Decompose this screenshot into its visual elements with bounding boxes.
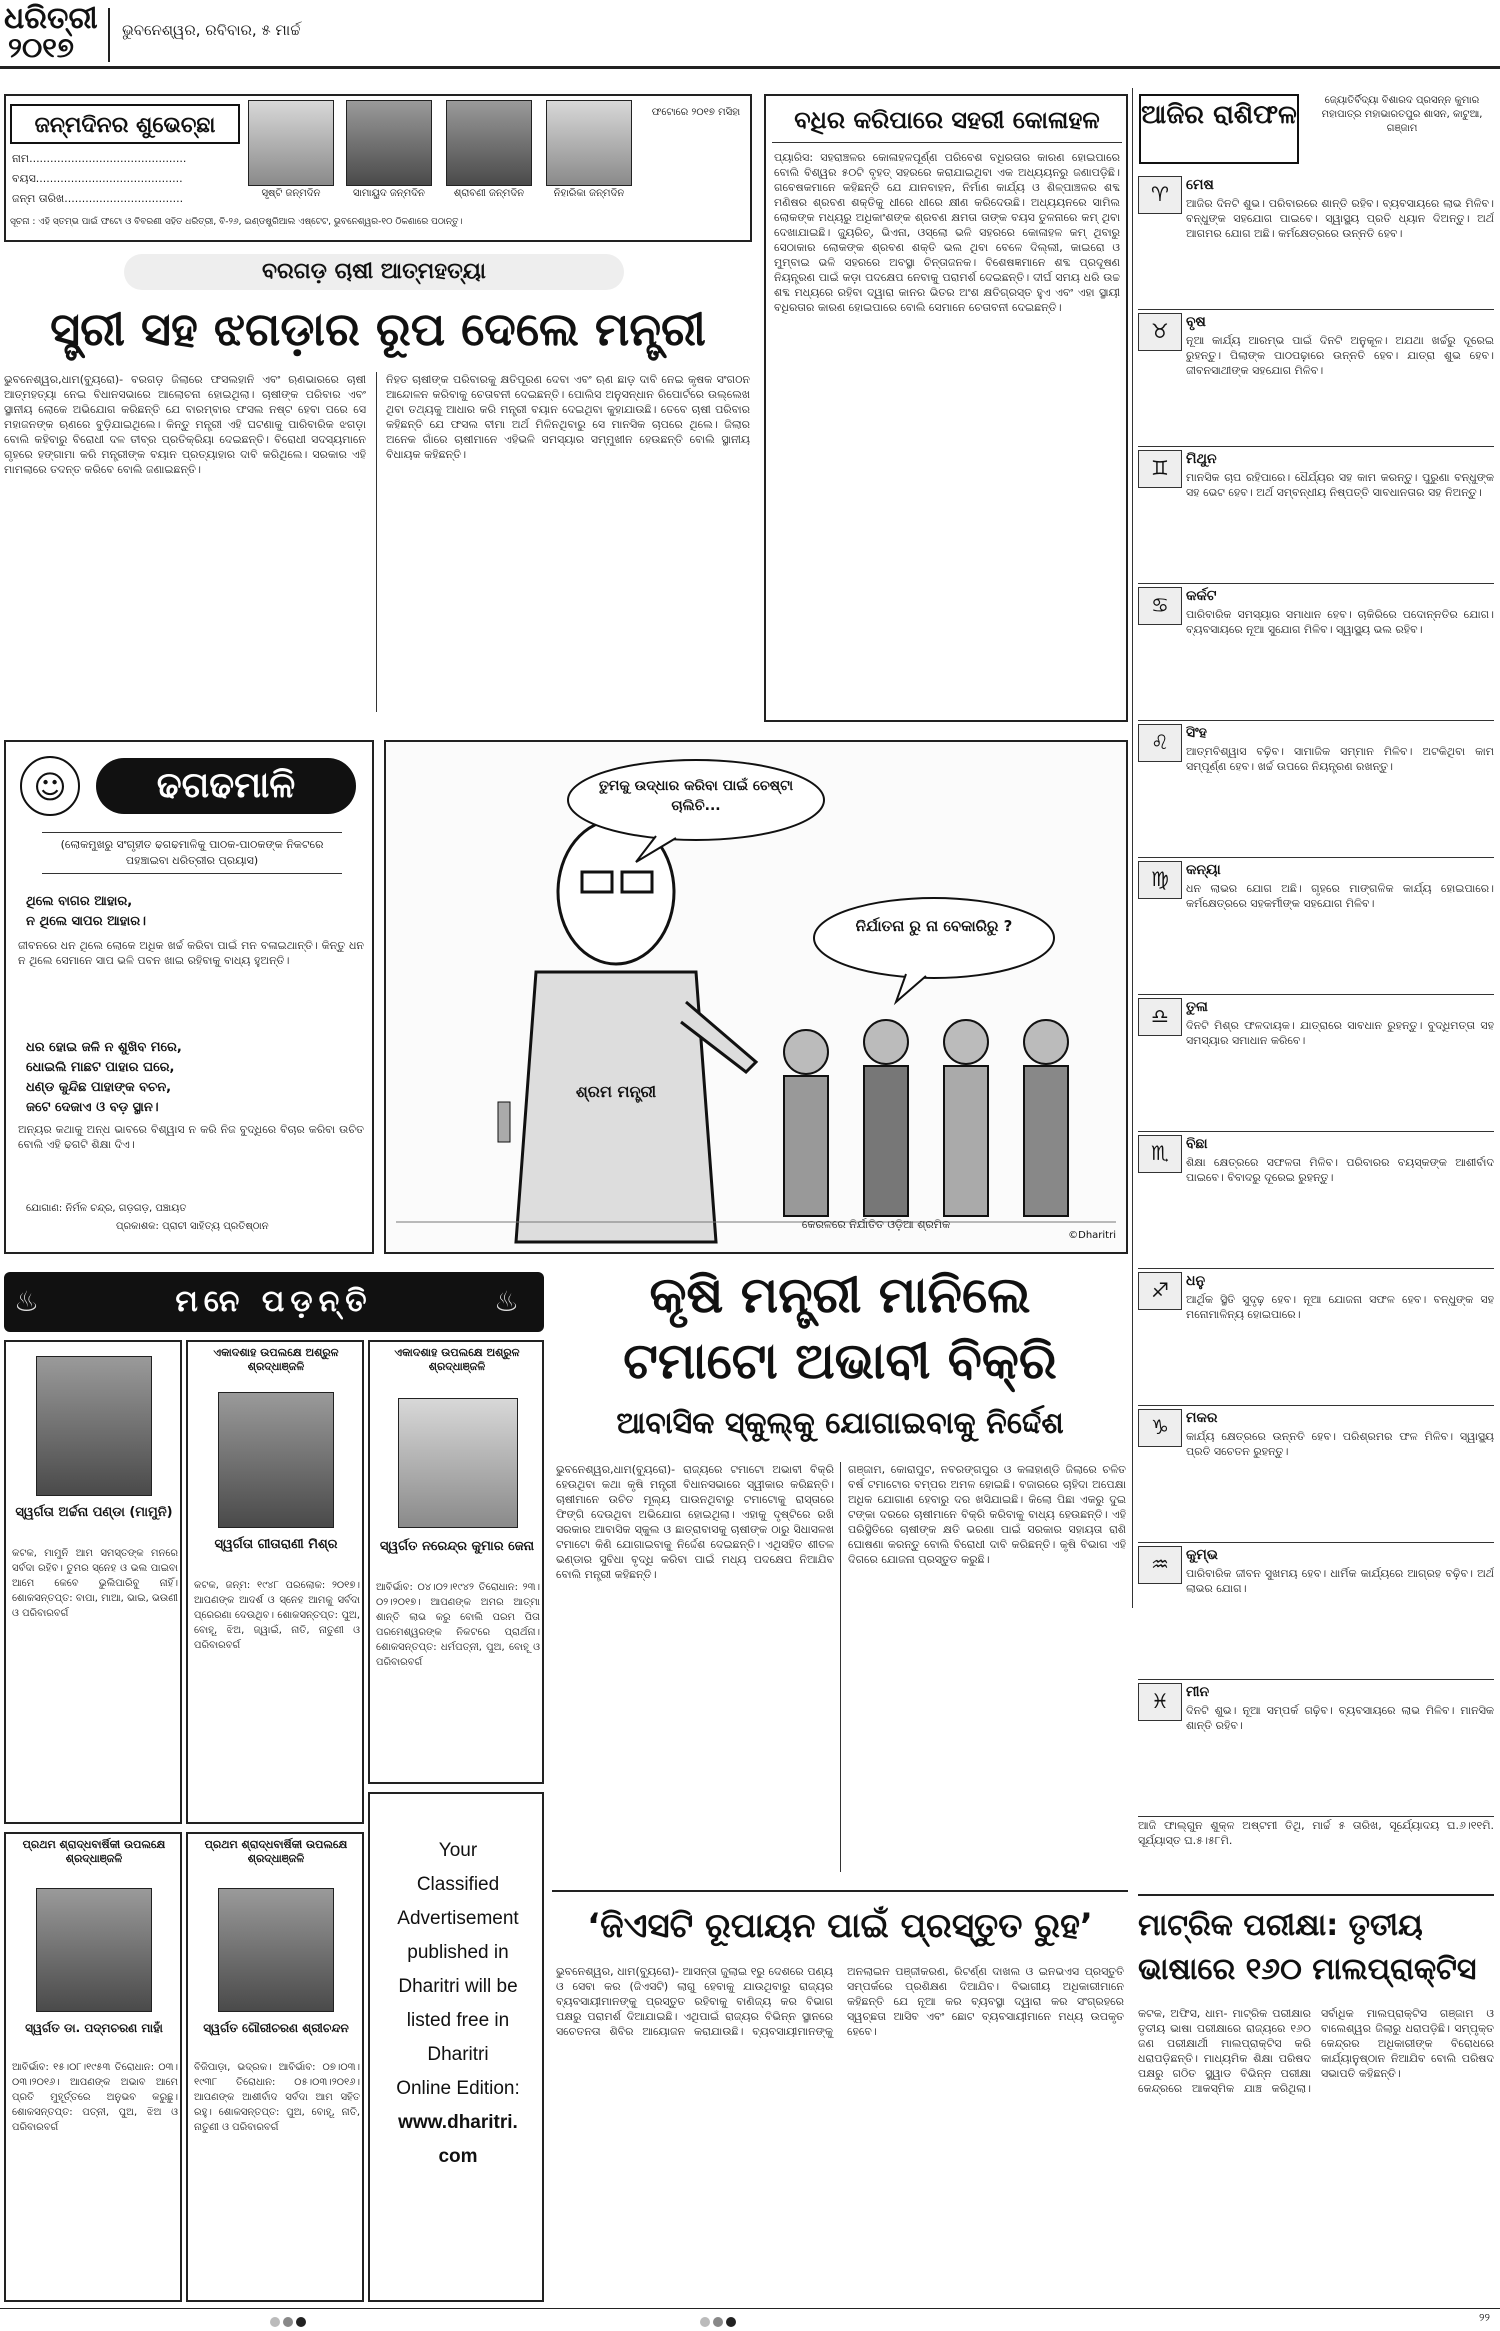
rashi-text: ନୂଆ କାର୍ଯ୍ୟ ଆରମ୍ଭ ପାଇଁ ଦିନଟି ଅନୁକୂଳ। ଅଯଥା ଖର୍ଚ୍ଚରୁ ଦୂରେଇ ରୁହନ୍ତୁ। ପିଲାଙ୍କ ପାଠପଢ଼ାରେ ଉନ୍ନତି ହେବ। ଯାତ୍ରା ଶୁଭ ହେବ। ଜୀବନସାଥୀଙ୍କ ସହଯୋଗ ମିଳିବ। [1186, 334, 1494, 377]
birthday-caption-4: ନିହାରିକା ଜନ୍ମଦିନ [553, 188, 625, 199]
rashi-text: କାର୍ଯ୍ୟ କ୍ଷେତ୍ରରେ ଉନ୍ନତି ହେବ। ପରିଶ୍ରମର ଫଳ ମିଳିବ। ସ୍ୱାସ୍ଥ୍ୟ ପ୍ରତି ସଚେତନ ରୁହନ୍ତୁ। [1186, 1430, 1494, 1458]
cartoon-caption: କେରଳରେ ନିର୍ଯାତିତ ଓଡ଼ିଆ ଶ୍ରମିକ [801, 1218, 951, 1231]
hearing-rule [772, 142, 1122, 143]
obituary-name-4: ସ୍ୱର୍ଗତ ଡା. ପଦ୍ମଚରଣ ମାହାଁ [25, 2021, 163, 2035]
footer-registration-marks [270, 2312, 330, 2324]
masthead-logo: ଧରିତ୍ରୀ [4, 1, 98, 36]
rashi-icon: ♒ [1138, 1546, 1182, 1584]
farmer-story [4, 252, 752, 722]
rashi-text: ପାରିବାରିକ ସମସ୍ୟାର ସମାଧାନ ହେବ। ଚାକିରିରେ ପଦୋନ୍ନତିର ଯୋଗ। ବ୍ୟବସାୟରେ ନୂଆ ସୁଯୋଗ ମିଳିବ। ସ୍ୱାସ୍ଥ୍ୟ ଭଲ ରହିବ। [1186, 608, 1494, 636]
tomato-col-2: ଗଞ୍ଜାମ, କୋରାପୁଟ, ନବରଙ୍ଗପୁର ଓ କଳାହାଣ୍ଡି ଜିଲାରେ ଚଳିତ ବର୍ଷ ଟମାଟୋର ବମ୍ପର ଅମଳ ହୋଇଛି। ବଜାରରେ ଚାହିଦା ଅପେକ୍ଷା ଅଧିକ ଯୋଗାଣ ହେବାରୁ ଦର ଖସିଯାଇଛି। କିଲୋ ପିଛା ଏକରୁ ଦୁଇ ଟଙ୍କା ଦରରେ ଚାଷୀମାନେ ବିକ୍ରି କରିବାକୁ ବାଧ୍ୟ ହେଉଛନ୍ତି। ଏହି ପରିସ୍ଥିତିରେ ଚାଷୀଙ୍କ କ୍ଷତି ଭରଣା ପାଇଁ ସରକାର ସହାୟତା ରାଶି ଘୋଷଣା କରନ୍ତୁ ବୋଲି ବିରୋଧୀ ଦାବି କରିଛନ୍ତି। କୃଷି ବିଭାଗ ଏହି ଦିଗରେ ଯୋଜନା ପ୍ରସ୍ତୁତ କରୁଛି। [848, 1463, 1126, 1566]
obituary-text-5: ବିଜିପାଡ଼ା, ଭଦ୍ରକ। ଆବିର୍ଭାବ: ୦୭।୦୩।୧୯୩୮ ତିରୋଧାନ: ୦୫।୦୩।୨୦୧୬। ଆପଣଙ୍କ ଆଶୀର୍ବାଦ ସର୍ବଦା ଆମ ସହିତ ରହୁ। ଶୋକସନ୍ତପ୍ତ: ପୁଅ, ବୋହୂ, ନାତି, ନାତୁଣୀ ଓ ପରିବାରବର୍ଗ [194, 2062, 360, 2133]
cartoon-minister-label: ଶ୍ରମ ମନ୍ତ୍ରୀ [575, 1082, 657, 1101]
rashi-text: ଧନ ଲାଭର ଯୋଗ ଅଛି। ଗୃହରେ ମାଙ୍ଗଳିକ କାର୍ଯ୍ୟ ହୋଇପାରେ। କର୍ମକ୍ଷେତ୍ରରେ ସହକର୍ମୀଙ୍କ ସହଯୋଗ ମିଳିବ। [1186, 882, 1494, 910]
obituary-text-2: କଟକ, ଜନ୍ମ: ୧୯୪୮ ପରଲୋକ: ୨୦୧୭। ଆପଣଙ୍କ ଆଦର୍ଶ ଓ ସ୍ନେହ ଆମକୁ ସର୍ବଦା ପ୍ରେରଣା ଦେଉଥିବ। ଶୋକସନ୍ତପ୍ତ: ପୁଅ, ବୋହୂ, ଝିଅ, ଜ୍ୱାଇଁ, ନାତି, ନାତୁଣୀ ଓ ପରିବାରବର୍ଗ [194, 1580, 360, 1651]
thagamali-verse-2: ଧର ହୋଇ ଜଳି ନ ଶୁଖିବ ମରେ, ଧୋଇଲି ମାଛଟ ପାହାର ଘରେ, ଧଣ୍ଡ କୁନ୍ଦିଛ ପାହାଙ୍କ ବଚନ, ଜଟେ ଦେଜାଏ ଓ ବଡ଼ ସ୍ଥାନ। [26, 1040, 182, 1115]
farmer-col-1: ଭୁବନେଶ୍ୱର,ଧାମ(ବ୍ୟୁରୋ)- ବରଗଡ଼ ଜିଲାରେ ଫସଲହାନି ଏବଂ ଋଣଭାରରେ ଚାଷୀ ଆତ୍ମହତ୍ୟା ନେଇ ବିଧାନସଭାରେ ଆଲୋଚନା ହୋଇଥିଲା। ଚାଷୀଙ୍କ ପରିବାର ଏବଂ ସ୍ଥାନୀୟ ଲୋକେ ଅଭିଯୋଗ କରିଛନ୍ତି ଯେ ବାରମ୍ବାର ଫସଲ ନଷ୍ଟ ହେବା ପରେ ସେ ମହାଜନଙ୍କ ଋଣରେ ବୁଡ଼ିଯାଇଥିଲେ। କିନ୍ତୁ ମନ୍ତ୍ରୀ ଏହି ଘଟଣାକୁ ପାରିବାରିକ ଝଗଡ଼ା ବୋଲି କହିବାରୁ ବିରୋଧୀ ଦଳ ତୀବ୍ର ପ୍ରତିକ୍ରିୟା ଦେଇଛନ୍ତି। ବିରୋଧୀ ସଦସ୍ୟମାନେ ଗୃହରେ ହଙ୍ଗାମା କରି ମନ୍ତ୍ରୀଙ୍କ ବୟାନ ପ୍ରତ୍ୟାହାର ଦାବି କରିଥିଲେ। ସରକାର ଏହି ମାମଲାରେ ତଦନ୍ତ କରିବେ ବୋଲି ଜଣାଇଛନ୍ତି। [4, 373, 366, 476]
obituary-name-3: ସ୍ୱର୍ଗତ ନରେନ୍ଦ୍ର କୁମାର ଜେନା [379, 1539, 535, 1554]
rashi-divider [1138, 1542, 1494, 1543]
gst-story [552, 1890, 1128, 2302]
tomato-headline-2: ଟମାଟୋ ଅଭାବୀ ବିକ୍ରି [623, 1332, 1057, 1390]
obituary-header [4, 1272, 544, 1332]
cartoon-credit: ©Dharitri [1068, 1230, 1116, 1241]
rashi-divider [1138, 446, 1494, 447]
page-number: ୨୨ [1479, 2311, 1490, 2324]
rashi-text: ଆଜିର ଦିନଟି ଶୁଭ। ପରିବାରରେ ଶାନ୍ତି ରହିବ। ବ୍ୟବସାୟରେ ଲାଭ ମିଳିବ। ବନ୍ଧୁଙ୍କ ସହଯୋଗ ପାଇବେ। ସ୍ୱାସ୍ଥ୍ୟ ପ୍ରତି ଧ୍ୟାନ ଦିଅନ୍ତୁ। ଅର୍ଥ ଆଗମର ଯୋଗ ଅଛି। କର୍ମକ୍ଷେତ୍ରରେ ଉନ୍ନତି ହେବ। [1186, 197, 1494, 240]
rashi-text: ମାନସିକ ଚାପ ରହିପାରେ। ଧୈର୍ଯ୍ୟର ସହ କାମ କରନ୍ତୁ। ପୁରୁଣା ବନ୍ଧୁଙ୍କ ସହ ଭେଟ ହେବ। ଅର୍ଥ ସମ୍ବନ୍ଧୀୟ ନିଷ୍ପତ୍ତି ସାବଧାନତାର ସହ ନିଅନ୍ତୁ। [1186, 471, 1494, 499]
farmer-col-divider [376, 372, 377, 712]
rashi-icon: ♎ [1138, 998, 1182, 1036]
thagamali-box [4, 740, 374, 1254]
classified-ad-line: Online Edition: [396, 2078, 520, 2099]
obituary-text-3: ଆବିର୍ଭାବ: ୦୪।୦୨।୧୯୪୨ ତିରୋଧାନ: ୨୩।୦୨।୨୦୧୭। ଆପଣଙ୍କ ଅମର ଆତ୍ମା ଶାନ୍ତି ଲାଭ କରୁ ବୋଲି ପରମ ପିତା ପରମେଶ୍ୱରଙ୍କ ନିକଟରେ ପ୍ରାର୍ଥନା। ଶୋକସନ୍ତପ୍ତ: ଧର୍ମପତ୍ନୀ, ପୁଅ, ବୋହୂ ଓ ପରିବାରବର୍ଗ [376, 1582, 540, 1668]
obituary-name-1: ସ୍ୱର୍ଗତା ଅର୍ଚ୍ଚନା ପଣ୍ଡା (ମାମୁନି) [15, 1505, 173, 1520]
obituary-photo-5 [218, 1888, 334, 2012]
birthday-field-name: ନାମ............................................. [12, 152, 187, 165]
rashi-icon: ♏ [1138, 1135, 1182, 1173]
thagamali-title: ଢଗଢମାଳି [96, 758, 356, 814]
rashi-divider [1138, 1405, 1494, 1406]
farmer-kicker: ବରଗଡ଼ ଚାଷୀ ଆତ୍ମହତ୍ୟା [124, 254, 624, 290]
obituary-kicker-4: ପ୍ରଥମ ଶ୍ରାଦ୍ଧବାର୍ଷିକୀ ଉପଲକ୍ଷେ ଶ୍ରଦ୍ଧାଞ୍ଜଳି [22, 1838, 166, 1865]
rashi-icon: ♋ [1138, 587, 1182, 625]
obituary-photo-1 [36, 1356, 152, 1496]
birthday-caption-1: ସୃଷ୍ଟି ଜନ୍ମଦିନ [261, 188, 321, 199]
birthday-field-dob: ଜନ୍ମ ତାରିଖ.................................. [12, 192, 184, 205]
thagamali-explain-2: ଅନ୍ୟର କଥାକୁ ଅନ୍ଧ ଭାବରେ ବିଶ୍ୱାସ ନ କରି ନିଜ ବୁଦ୍ଧିରେ ବିଚାର କରିବା ଉଚିତ ବୋଲି ଏହି ଢଗଟି ଶିକ୍ଷା ଦିଏ। [18, 1123, 364, 1151]
obituary-kicker-2: ଏକାଦଶାହ ଉପଲକ୍ଷେ ଅଶ୍ରୁଳ ଶ୍ରଦ୍ଧାଞ୍ଜଳି [213, 1346, 339, 1373]
birthday-box [4, 94, 752, 242]
hearing-story [764, 94, 1128, 722]
thagamali-face-icon: ☺ [20, 756, 80, 816]
masthead-dateline: ଭୁବନେଶ୍ୱର, ରବିବାର, ୫ ମାର୍ଚ୍ଚ [122, 21, 301, 39]
rashi-divider [1138, 720, 1494, 721]
rashi-icon: ♌ [1138, 724, 1182, 762]
rashi-icon: ♊ [1138, 450, 1182, 488]
tomato-headline-1: କୃଷି ମନ୍ତ୍ରୀ ମାନିଲେ [649, 1266, 1031, 1324]
tomato-subhead: ଆବାସିକ ସ୍କୁଲ୍‌କୁ ଯୋଗାଇବାକୁ ନିର୍ଦ୍ଦେଶ [616, 1406, 1064, 1441]
rashi-divider [1138, 309, 1494, 310]
candle-right-icon: ♨ [494, 1285, 520, 1318]
tomato-story [552, 1262, 1128, 1882]
rashi-icon: ♉ [1138, 313, 1182, 351]
cartoon-box [384, 740, 1128, 1254]
footer-rule [0, 2308, 1500, 2309]
thagamali-explain-1: ଜୀବନରେ ଧନ ଥିଲେ ଲୋକେ ଅଧିକ ଖର୍ଚ୍ଚ କରିବା ପାଇଁ ମନ ବଳାଇଥାନ୍ତି। କିନ୍ତୁ ଧନ ନ ଥିଲେ ସେମାନେ ସାପ ଭଳି ପବନ ଖାଇ ରହିବାକୁ ବାଧ୍ୟ ହୁଅନ୍ତି। [18, 939, 364, 967]
masthead-rule [0, 66, 1500, 69]
birthday-photo-1 [248, 100, 334, 186]
rashi-divider [1138, 1268, 1494, 1269]
classified-ad-line: Dharitri [427, 2044, 489, 2065]
obituary-photo-4 [36, 1888, 152, 2012]
matric-body: କଟକ, ଅଫିସ, ଧାମ- ମାଟ୍ରିକ ପରୀକ୍ଷାର ତୃତୀୟ ଭାଷା ପରୀକ୍ଷାରେ ରାଜ୍ୟରେ ୧୬୦ ଜଣ ପରୀକ୍ଷାର୍ଥୀ ମାଲପ୍ରାକ୍ଟିସ କରି ଧରାପଡ଼ିଛନ୍ତି। ମାଧ୍ୟମିକ ଶିକ୍ଷା ପରିଷଦ ପକ୍ଷରୁ ଗଠିତ ସ୍କ୍ୱାଡ ବିଭିନ୍ନ ପରୀକ୍ଷା କେନ୍ଦ୍ରରେ ଆକସ୍ମିକ ଯାଞ୍ଚ କରିଥିଲା। ସର୍ବାଧିକ ମାଲପ୍ରାକ୍ଟିସ ଗଞ୍ଜାମ ଓ ବାଲେଶ୍ୱର ଜିଲାରୁ ଧରାପଡ଼ିଛି। ସମ୍ପୃକ୍ତ କେନ୍ଦ୍ରର ଅଧିକାରୀଙ୍କ ବିରୋଧରେ କାର୍ଯ୍ୟାନୁଷ୍ଠାନ ନିଆଯିବ ବୋଲି ପରିଷଦ ସଭାପତି କହିଛନ୍ତି। [1138, 2007, 1494, 2095]
birthday-caption-3: ଶ୍ରାବଣୀ ଜନ୍ମଦିନ [453, 188, 525, 199]
birthday-photo-4 [546, 100, 632, 186]
classified-ad-line: Advertisement [397, 1908, 519, 1929]
rashi-icon: ♈ [1138, 176, 1182, 214]
rashifal-astrologer: ଜ୍ୟୋତିର୍ବିଦ୍ୟା ବିଶାରଦ ପ୍ରସନ୍ନ କୁମାର ମହାପାତ୍ର ମହାଭାରତପୁର ଶାସନ, କାଟୁଆ, ଗଞ୍ଜାମ [1321, 95, 1483, 134]
rashi-icon: ♍ [1138, 861, 1182, 899]
obituary-photo-2 [218, 1392, 334, 1528]
rashi-sign: ବୃଷ [1186, 314, 1206, 330]
classified-ad-box [368, 1792, 544, 2302]
rashi-text: ଦିନଟି ଶୁଭ। ନୂଆ ସମ୍ପର୍କ ଗଢ଼ିବ। ବ୍ୟବସାୟରେ ଲାଭ ମିଳିବ। ମାନସିକ ଶାନ୍ତି ରହିବ। [1186, 1704, 1494, 1732]
birthday-photo-2 [346, 100, 432, 186]
rashi-divider [1138, 1679, 1494, 1680]
masthead-divider [108, 8, 110, 62]
rashi-divider [1138, 1816, 1494, 1817]
rashi-text: ଆତ୍ମବିଶ୍ୱାସ ବଢ଼ିବ। ସାମାଜିକ ସମ୍ମାନ ମିଳିବ। ଅଟକିଥିବା କାମ ସମ୍ପୂର୍ଣ୍ଣ ହେବ। ଖର୍ଚ୍ଚ ଉପରେ ନିୟନ୍ତ୍ରଣ ରଖନ୍ତୁ। [1186, 745, 1494, 773]
thagamali-credit-2: ପ୍ରକାଶକ: ପ୍ରାଚୀ ସାହିତ୍ୟ ପ୍ରତିଷ୍ଠାନ [116, 1221, 269, 1232]
rashi-text: ଆର୍ଥିକ ସ୍ଥିତି ସୁଦୃଢ଼ ହେବ। ନୂଆ ଯୋଜନା ସଫଳ ହେବ। ବନ୍ଧୁଙ୍କ ସହ ମନୋମାଳିନ୍ୟ ହୋଇପାରେ। [1186, 1293, 1494, 1321]
masthead-year: ୨୦୧୭ [8, 31, 74, 64]
birthday-field-age: ବୟସ.......................................... [12, 172, 183, 185]
rashi-divider [1138, 857, 1494, 858]
thagamali-subtitle: (ଲୋକମୁଖରୁ ସଂଗୃହୀତ ଢଗଢମାଳିକୁ ପାଠକ-ପାଠକଙ୍କ ନିକଟରେ ପହଞ୍ଚାଇବା ଧରିତ୍ରୀର ପ୍ରୟାସ) [42, 832, 342, 874]
thagamali-verse-1: ଥିଲେ ବାଗର ଆହାର, ନ ଥିଲେ ସାପର ଆହାର। [26, 894, 146, 929]
rashi-icon: ♓ [1138, 1683, 1182, 1721]
matric-headline: ମାଟ୍ରିକ ପରୀକ୍ଷା: ତୃତୀୟ ଭାଷାରେ ୧୬୦ ମାଲପ୍ରାକ୍ଟିସ [1138, 1908, 1477, 1987]
rashi-sign: ମୀନ [1186, 1684, 1210, 1700]
obituary-text-4: ଆବିର୍ଭାବ: ୧୫।୦୮।୧୯୫୩ ତିରୋଧାନ: ୦୩।୦୩।୨୦୧୬। ଆପଣଙ୍କ ଅଭାବ ଆମେ ପ୍ରତି ମୁହୂର୍ତ୍ତରେ ଅନୁଭବ କରୁଛୁ। ଶୋକସନ୍ତପ୍ତ: ପତ୍ନୀ, ପୁଅ, ଝିଅ ଓ ପରିବାରବର୍ଗ [12, 2062, 178, 2133]
obituary-name-5: ସ୍ୱର୍ଗତ ଗୌରୀଚରଣ ଶ୍ରୀଚନ୍ଦନ [203, 2021, 349, 2035]
obituary-photo-3 [398, 1398, 518, 1528]
rashi-sign: ତୁଳା [1186, 999, 1208, 1015]
obituary-card-3 [368, 1340, 544, 1784]
birthday-photo-3 [446, 100, 532, 186]
birthday-footer: ସୂଚନା : ଏହି ସ୍ତମ୍ଭ ପାଇଁ ଫଟୋ ଓ ବିବରଣୀ ସହିତ ଧରିତ୍ରୀ, ବି-୨୬, ଇଣ୍ଡଷ୍ଟ୍ରିଆଲ ଏଷ୍ଟେଟ, ଭୁବନେଶ୍ୱର-୧୦ ଠିକଣାରେ ପଠାନ୍ତୁ। [10, 217, 463, 227]
rashi-sign: ଧନୁ [1186, 1273, 1206, 1289]
rashi-sign: କନ୍ୟା [1186, 862, 1221, 878]
rashifal-footer: ଆଜି ଫାଲ୍ଗୁନ ଶୁକ୍ଳ ଅଷ୍ଟମୀ ତିଥି, ମାର୍ଚ୍ଚ ୫ ତାରିଖ, ସୂର୍ଯ୍ୟୋଦୟ ଘ.୬।୧୧ମି. ସୂର୍ଯ୍ୟାସ୍ତ ଘ.୫।୫୮ମି. [1138, 1819, 1494, 1847]
rashi-text: ପାରିବାରିକ ଜୀବନ ସୁଖମୟ ହେବ। ଧାର୍ମିକ କାର୍ଯ୍ୟରେ ଆଗ୍ରହ ବଢ଼ିବ। ଅର୍ଥ ଲାଭର ଯୋଗ। [1186, 1567, 1494, 1595]
obituary-card-5 [186, 1832, 364, 2302]
obituary-kicker-3: ଏକାଦଶାହ ଉପଲକ୍ଷେ ଅଶ୍ରୁଳ ଶ୍ରଦ୍ଧାଞ୍ଜଳି [394, 1346, 520, 1373]
tomato-col-divider [840, 1462, 841, 1872]
obituary-header-title: ମନେ ପଡ଼ନ୍ତି [175, 1284, 373, 1319]
rashi-text: ଦିନଟି ମିଶ୍ର ଫଳଦାୟକ। ଯାତ୍ରାରେ ସାବଧାନ ରୁହନ୍ତୁ। ବୁଦ୍ଧିମତ୍ତା ସହ ସମସ୍ୟାର ସମାଧାନ କରିବେ। [1186, 1019, 1494, 1047]
obituary-kicker-5: ପ୍ରଥମ ଶ୍ରାଦ୍ଧବାର୍ଷିକୀ ଉପଲକ୍ଷେ ଶ୍ରଦ୍ଧାଞ୍ଜଳି [204, 1838, 348, 1865]
rashi-divider [1138, 583, 1494, 584]
rashi-sign: ବିଛା [1186, 1136, 1208, 1152]
farmer-col-2: ନିହତ ଚାଷୀଙ୍କ ପରିବାରକୁ କ୍ଷତିପୂରଣ ଦେବା ଏବଂ ଋଣ ଛାଡ଼ ଦାବି ନେଇ କୃଷକ ସଂଗଠନ ଆନ୍ଦୋଳନ କରିବାକୁ ଚେତାବନୀ ଦେଇଛନ୍ତି। ପୋଲିସ ଅନୁସନ୍ଧାନ ରିପୋର୍ଟରେ ଉଲ୍ଲେଖ ଥିବା ତଥ୍ୟକୁ ଆଧାର କରି ମନ୍ତ୍ରୀ ବୟାନ ଦେଇଥିବା କୁହାଯାଉଛି। ତେବେ ଚାଷୀ ପରିବାର କହିଛନ୍ତି ଯେ ଫସଲ ବୀମା ଅର୍ଥ ମିଳିନଥିବାରୁ ସେ ମାନସିକ ଚାପରେ ଥିଲେ। ଜିଲାର ଅନେକ ଗାଁରେ ଚାଷୀମାନେ ଏହିଭଳି ସମସ୍ୟାର ସମ୍ମୁଖୀନ ହେଉଛନ୍ତି ବୋଲି ସ୍ଥାନୀୟ ବିଧାୟକ କହିଛନ୍ତି। [386, 373, 750, 461]
classified-ad-text [370, 1834, 546, 2174]
classified-ad-line: Classified [416, 1874, 500, 1895]
candle-left-icon: ♨ [14, 1285, 40, 1318]
rashi-divider [1138, 994, 1494, 995]
obituary-card-4 [4, 1832, 182, 2302]
cartoon-drawing [386, 742, 1126, 1252]
classified-ad-line: Your [438, 1840, 478, 1861]
rashi-divider [1138, 1131, 1494, 1132]
obituary-card-2 [186, 1340, 364, 1824]
cartoon-speech-2: ନିର୍ଯାତନା ରୁ ନା ବେକାରିରୁ ? [855, 917, 1013, 935]
cartoon-bubble-2 [814, 898, 1054, 978]
gst-body: ଭୁବନେଶ୍ୱର, ଧାମ(ବ୍ୟୁରୋ)- ଆସନ୍ତା ଜୁଲାଇ ୧ରୁ ଦେଶରେ ପଣ୍ୟ ଓ ସେବା କର (ଜିଏସଟି) ଲାଗୁ ହେବାକୁ ଯାଉଥିବାରୁ ରାଜ୍ୟର ବ୍ୟବସାୟୀମାନଙ୍କୁ ପ୍ରସ୍ତୁତ ରହିବାକୁ ବାଣିଜ୍ୟ କର ବିଭାଗ ପକ୍ଷରୁ ପରାମର୍ଶ ଦିଆଯାଇଛି। ଏଥିପାଇଁ ରାଜ୍ୟର ବିଭିନ୍ନ ସ୍ଥାନରେ ସଚେତନତା ଶିବିର ଆୟୋଜନ କରାଯାଉଛି। ବ୍ୟବସାୟୀମାନଙ୍କୁ ଅନଲାଇନ ପଞ୍ଜୀକରଣ, ରିଟର୍ଣ୍ଣ ଦାଖଲ ଓ ଇନଭଏସ ପ୍ରସ୍ତୁତି ସମ୍ପର୍କରେ ପ୍ରଶିକ୍ଷଣ ଦିଆଯିବ। ବିଭାଗୀୟ ଅଧିକାରୀମାନେ କହିଛନ୍ତି ଯେ ନୂଆ କର ବ୍ୟବସ୍ଥା ଦ୍ୱାରା କର ସଂଗ୍ରହରେ ସ୍ୱଚ୍ଛତା ଆସିବ ଏବଂ ଛୋଟ ବ୍ୟବସାୟୀମାନେ ମଧ୍ୟ ଉପକୃତ ହେବେ। [556, 1965, 1124, 2038]
birthday-title: ଜନ୍ମଦିନର ଶୁଭେଚ୍ଛା [10, 104, 240, 144]
farmer-headline: ସ୍ତ୍ରୀ ସହ ଝଗଡ଼ାର ରୂପ ଦେଲେ ମନ୍ତ୍ରୀ [50, 302, 706, 356]
thagamali-credit-1: ଯୋଗାଣ: ନିର୍ମଳ ଚନ୍ଦ୍ର, ଗଡ଼ଗଡ଼, ପଞ୍ଚାୟତ [26, 1203, 187, 1214]
rashi-sign: ସିଂହ [1186, 725, 1207, 741]
rashi-sign: କର୍କଟ [1186, 588, 1217, 604]
classified-ad-line: Dharitri will be [398, 1976, 518, 1997]
classified-ad-line: published in [407, 1942, 509, 1963]
rashi-sign: ମେଷ [1186, 177, 1214, 193]
cartoon-speech-1: ତୁମକୁ ଉଦ୍ଧାର କରିବା ପାଇଁ ଚେଷ୍ଟା ଚାଲିଚି... [598, 778, 794, 814]
matric-story [1138, 1894, 1494, 2302]
tomato-col-1: ଭୁବନେଶ୍ୱର,ଧାମ(ବ୍ୟୁରୋ)- ରାଜ୍ୟରେ ଟମାଟୋ ଅଭାବୀ ବିକ୍ରି ହେଉଥିବା କଥା କୃଷି ମନ୍ତ୍ରୀ ବିଧାନସଭାରେ ସ୍ୱୀକାର କରିଛନ୍ତି। ଚାଷୀମାନେ ଉଚିତ ମୂଲ୍ୟ ପାଉନଥିବାରୁ ଟମାଟୋକୁ ରାସ୍ତାରେ ଫିଙ୍ଗି ଦେଉଥିବା ଅଭିଯୋଗ ହୋଇଥିଲା। ଏହାକୁ ଦୃଷ୍ଟିରେ ରଖି ସରକାର ଆବାସିକ ସ୍କୁଲ ଓ ଛାତ୍ରାବାସକୁ ଚାଷୀଙ୍କ ଠାରୁ ସିଧାସଳଖ ଟମାଟୋ କିଣି ଯୋଗାଇବାକୁ ନିର୍ଦ୍ଦେଶ ଦେଇଛନ୍ତି। ଏଥିସହିତ ଶୀତଳ ଭଣ୍ଡାର ସୁବିଧା ବୃଦ୍ଧି କରିବା ପାଇଁ ମଧ୍ୟ ପଦକ୍ଷେପ ନିଆଯିବ ବୋଲି ମନ୍ତ୍ରୀ କହିଛନ୍ତି। [556, 1463, 834, 1581]
gst-headline: ‘ଜିଏସଟି ରୂପାୟନ ପାଇଁ ପ୍ରସ୍ତୁତ ରୁହ’ [587, 1906, 1093, 1946]
birthday-note-side: ଫଟୋରେ ୨୦୧୭ ମସିହା [651, 107, 741, 118]
rashi-sign: ମକର [1186, 1410, 1218, 1426]
classified-ad-line[interactable]: com [438, 2146, 478, 2167]
hearing-body: ପ୍ୟାରିସ: ସହରାଞ୍ଚଳର କୋଳାହଳପୂର୍ଣ୍ଣ ପରିବେଶ ବଧିରତାର କାରଣ ହୋଇପାରେ ବୋଲି ବିଶ୍ୱର ୫୦ଟି ବୃହତ୍ ସହରରେ କରାଯାଇଥିବା ଏକ ଅଧ୍ୟୟନରୁ ଜଣାପଡ଼ିଛି। ଗବେଷକମାନେ କହିଛନ୍ତି ଯେ ଯାନବାହନ, ନିର୍ମାଣ କାର୍ଯ୍ୟ ଓ ଶିଳ୍ପାଞ୍ଚଳର ଶବ୍ଦ ମଣିଷର ଶ୍ରବଣ ଶକ୍ତିକୁ ଧୀରେ ଧୀରେ କ୍ଷୀଣ କରିଦେଉଛି। ଅଧ୍ୟୟନରେ ସାମିଲ ଲୋକଙ୍କ ମଧ୍ୟରୁ ଅଧିକାଂଶଙ୍କ ଶ୍ରବଣ କ୍ଷମତା ତାଙ୍କ ବୟସ ତୁଳନାରେ କମ୍ ଥିବା ଦେଖାଯାଇଛି। ଜ୍ୟୁରିଚ୍, ଭିଏନା, ଓସ୍ଲୋ ଭଳି ସହରରେ କୋଳାହଳ କମ୍ ଥିବାରୁ ସେଠାକାର ଲୋକଙ୍କ ଶ୍ରବଣ ଶକ୍ତି ଭଲ ଥିବା ବେଳେ ଦିଲ୍ଲୀ, କାଇରୋ ଓ ମୁମ୍ବାଇ ଭଳି ସହରରେ ଅବସ୍ଥା ଚିନ୍ତାଜନକ। ବିଶେଷଜ୍ଞମାନେ ଶବ୍ଦ ପ୍ରଦୂଷଣ ନିୟନ୍ତ୍ରଣ ପାଇଁ କଡ଼ା ପଦକ୍ଷେପ ନେବାକୁ ପରାମର୍ଶ ଦେଇଛନ୍ତି। ଦୀର୍ଘ ସମୟ ଧରି ଉଚ୍ଚ ଶବ୍ଦ ମଧ୍ୟରେ ରହିବା ଦ୍ୱାରା କାନର ଭିତର ଅଂଶ କ୍ଷତିଗ୍ରସ୍ତ ହୁଏ ଏବଂ ଏହା ସ୍ଥାୟୀ ବଧିରତାର କାରଣ ହୋଇପାରେ ବୋଲି ସେମାନେ ଚେତାବନୀ ଦେଇଛନ୍ତି। [774, 151, 1120, 314]
masthead [0, 0, 1500, 70]
cartoon-minister-figure [498, 820, 756, 1242]
rashi-sign: କୁମ୍ଭ [1186, 1547, 1218, 1563]
classified-ad-line: listed free in [406, 2010, 510, 2031]
rashi-icon: ♑ [1138, 1409, 1182, 1447]
hearing-headline: ବଧିର କରିପାରେ ସହରୀ କୋଳାହଳ [794, 106, 1100, 134]
birthday-caption-2: ସାମାୟୁଦ ଜନ୍ମଦିନ [353, 188, 425, 199]
cartoon-workers [784, 1020, 1068, 1216]
obituary-card-1 [4, 1340, 182, 1824]
rashi-icon: ♐ [1138, 1272, 1182, 1310]
footer-registration-marks-2 [700, 2312, 760, 2324]
obituary-text-1: କଟକ, ମାମୁନି ଆମ ସମସ୍ତଙ୍କ ମନରେ ସର୍ବଦା ରହିବ। ତୁମର ସ୍ନେହ ଓ ଭଲ ପାଇବା ଆମେ କେବେ ଭୁଲିପାରିବୁ ନାହିଁ। ଶୋକସନ୍ତପ୍ତ: ବାପା, ମାଆ, ଭାଇ, ଭଉଣୀ ଓ ପରିବାରବର୍ଗ [12, 1548, 178, 1619]
rashifal-title: ଆଜିର ରାଶିଫଳ [1139, 94, 1299, 164]
classified-ad-line[interactable]: www.dharitri. [398, 2112, 518, 2133]
rashi-text: ଶିକ୍ଷା କ୍ଷେତ୍ରରେ ସଫଳତା ମିଳିବ। ପରିବାରର ବୟସ୍କଙ୍କ ଆଶୀର୍ବାଦ ପାଇବେ। ବିବାଦରୁ ଦୂରେଇ ରୁହନ୍ତୁ। [1186, 1156, 1494, 1184]
obituary-name-2: ସ୍ୱର୍ଗତା ଗୀତାରାଣୀ ମିଶ୍ର [214, 1537, 338, 1552]
rashi-sign: ମିଥୁନ [1186, 451, 1217, 467]
